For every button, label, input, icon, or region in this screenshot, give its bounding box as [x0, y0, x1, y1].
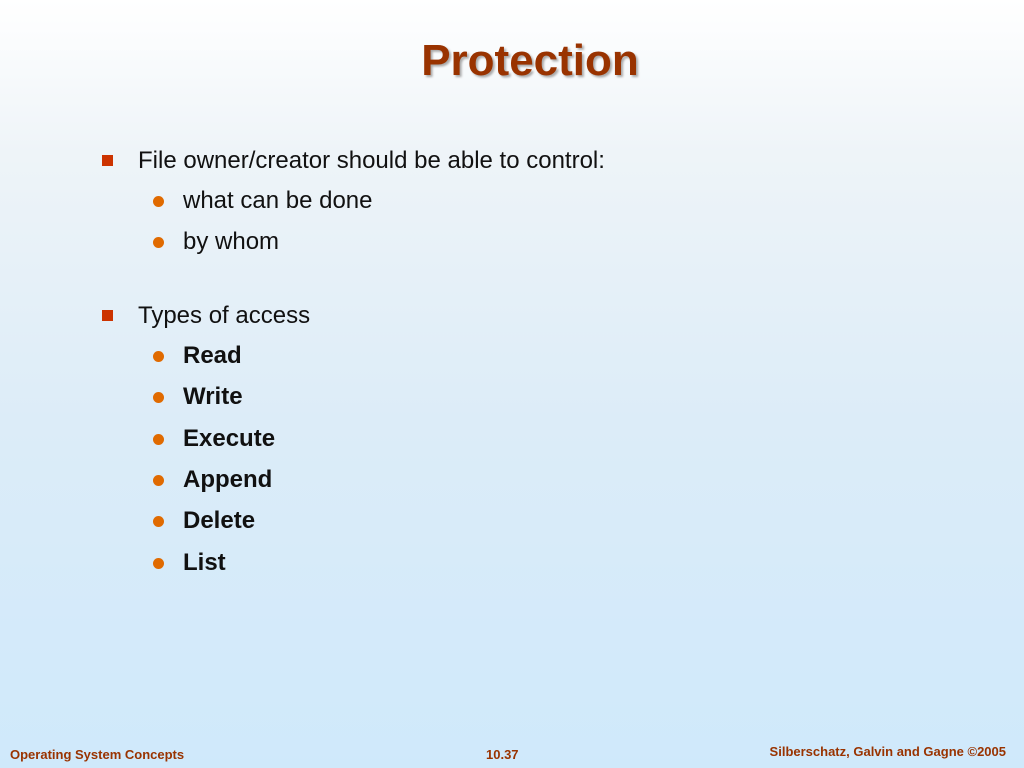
sub-bullet-append — [100, 462, 605, 503]
bullet-text: Types of access — [138, 301, 311, 329]
sub-bullet-text: Execute — [183, 424, 276, 452]
round-bullet-icon — [153, 237, 164, 248]
sub-bullet-whom — [100, 224, 605, 265]
footer-page-number: 10.37 — [486, 747, 519, 762]
bullet-file-owner — [100, 143, 605, 183]
round-bullet-icon — [153, 196, 164, 207]
square-bullet-icon — [102, 310, 113, 321]
footer-book-title: Operating System Concepts — [10, 747, 185, 762]
footer-copyright: Silberschatz, Galvin and Gagne ©2005 — [769, 744, 1006, 759]
sub-bullet-text: Append — [183, 465, 273, 493]
sub-bullet-read — [100, 338, 605, 379]
bullet-list — [100, 143, 605, 586]
round-bullet-icon — [153, 351, 164, 362]
slide-title: Protection — [421, 36, 639, 85]
sub-bullet-text: List — [183, 548, 226, 576]
round-bullet-icon — [153, 475, 164, 486]
sub-bullet-text: what can be done — [183, 187, 373, 214]
round-bullet-icon — [153, 558, 164, 569]
sub-bullet-text: Write — [183, 383, 243, 411]
bullet-types-of-access — [100, 298, 605, 338]
square-bullet-icon — [102, 155, 113, 166]
sub-bullet-execute — [100, 421, 605, 462]
sub-bullet-text: by whom — [183, 228, 280, 256]
round-bullet-icon — [153, 392, 164, 403]
sub-bullet-delete — [100, 503, 605, 544]
round-bullet-icon — [153, 434, 164, 445]
sub-list-control — [100, 183, 605, 266]
bullet-text: File owner/creator should be able to control: — [138, 147, 605, 174]
sub-bullet-text: Read — [183, 341, 242, 369]
round-bullet-icon — [153, 516, 164, 527]
sub-bullet-write — [100, 379, 605, 420]
sub-list-access-types — [100, 338, 605, 586]
sub-bullet-text: Delete — [183, 507, 256, 535]
sub-bullet-what — [100, 183, 605, 224]
spacer — [100, 266, 605, 298]
sub-bullet-list — [100, 545, 605, 586]
